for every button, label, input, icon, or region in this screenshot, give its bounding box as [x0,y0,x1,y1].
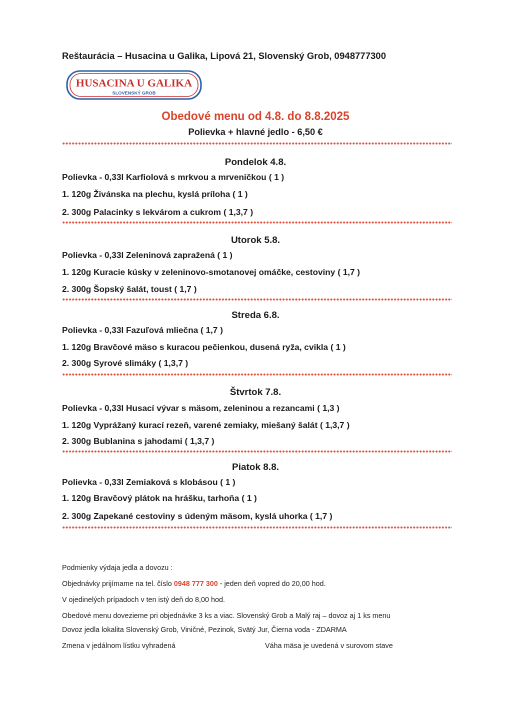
meal-line: 1. 120g Bravčový plátok na hrášku, tarhoňa ( 1 ) [62,493,257,503]
soup-line: Polievka - 0,33l Karfiolová s mrkvou a mrveničkou ( 1 ) [62,172,285,182]
day-heading: Pondelok 4.8. [224,157,287,168]
soup-line: Polievka - 0,33l Fazuľová mliečna ( 1,7 ) [62,325,223,335]
meal-line: 1. 120g Živánska na plechu, kyslá príloha ( 1 ) [62,189,248,199]
raw-weight-note: Váha mäsa je uvedená v surovom stave [265,641,393,650]
soup-line: Polievka - 0,33l Husací vývar s mäsom, zeleninou a rezancami ( 1,3 ) [62,403,340,413]
delivery-note: Obedové menu dovezieme pri objednávke 3 ks a viac. Slovenský Grob a Malý raj – dovoz aj 1 ks menu [62,611,391,620]
meal-line: 1. 120g Vyprážaný kurací rezeň, varené zemiaky, miešaný šalát ( 1,3,7 ) [62,420,350,430]
separator [62,373,452,376]
restaurant-logo [66,70,202,100]
meal-line: 2. 300g Palacinky s lekvárom a cukrom ( 1,3,7 ) [62,207,254,217]
separator [62,142,452,145]
same-day-note: V ojedinelých prípadoch v ten istý deň do 8,00 hod. [62,595,226,604]
orders-deadline: - jeden deň vopred do 20,00 hod. [217,579,326,588]
locations-note: Dovoz jedla lokalita Slovenský Grob, Viničné, Pezinok, Svätý Jur, Čierna voda - ZDARMA [62,625,347,634]
restaurant-header: Reštaurácia – Husacina u Galika, Lipová 21, Slovenský Grob, 0948777300 [62,51,387,61]
orders-text: Objednávky prijímame na tel. číslo [62,579,174,588]
separator [62,526,452,529]
meal-line: 2. 300g Šopský šalát, toust ( 1,7 ) [62,284,197,294]
logo-main-text: HUSACINA U GALIKA [75,77,193,90]
day-heading: Piatok 8.8. [232,462,279,473]
soup-line: Polievka - 0,33l Zemiaková s klobásou ( 1 ) [62,477,236,487]
orders-phone: 0948 777 300 [173,579,218,588]
conditions-title: Podmienky výdaja jedla a dovozu : [62,563,173,572]
meal-line: 2. 300g Zapekané cestoviny s údeným mäsom, kyslá uhorka ( 1,7 ) [62,511,333,521]
orders-line [62,579,326,588]
soup-line: Polievka - 0,33l Zeleninová zapražená ( 1 ) [62,250,233,260]
menu-title: Obedové menu od 4.8. do 8.8.2025 [161,111,350,123]
separator [62,221,452,224]
meal-line: 2. 300g Bublanina s jahodami ( 1,3,7 ) [62,436,215,446]
day-heading: Utorok 5.8. [230,235,281,246]
meal-line: 2. 300g Syrové slimáky ( 1,3,7 ) [62,358,189,368]
meal-line: 1. 120g Bravčové mäso s kuracou pečienkou, dusená ryža, cvikla ( 1 ) [62,342,346,352]
price-line: Polievka + hlavné jedlo - 6,50 € [188,127,323,137]
meal-line: 1. 120g Kuracie kúsky v zeleninovo-smotanovej omáčke, cestoviny ( 1,7 ) [62,267,361,277]
separator [62,298,452,301]
separator [62,450,452,453]
day-heading: Štvrtok 7.8. [229,387,282,398]
logo-sub-text: SLOVENSKÝ GROB [112,90,156,96]
changes-note: Zmena v jedálnom lístku vyhradená [62,641,176,650]
day-heading: Streda 6.8. [231,310,280,321]
